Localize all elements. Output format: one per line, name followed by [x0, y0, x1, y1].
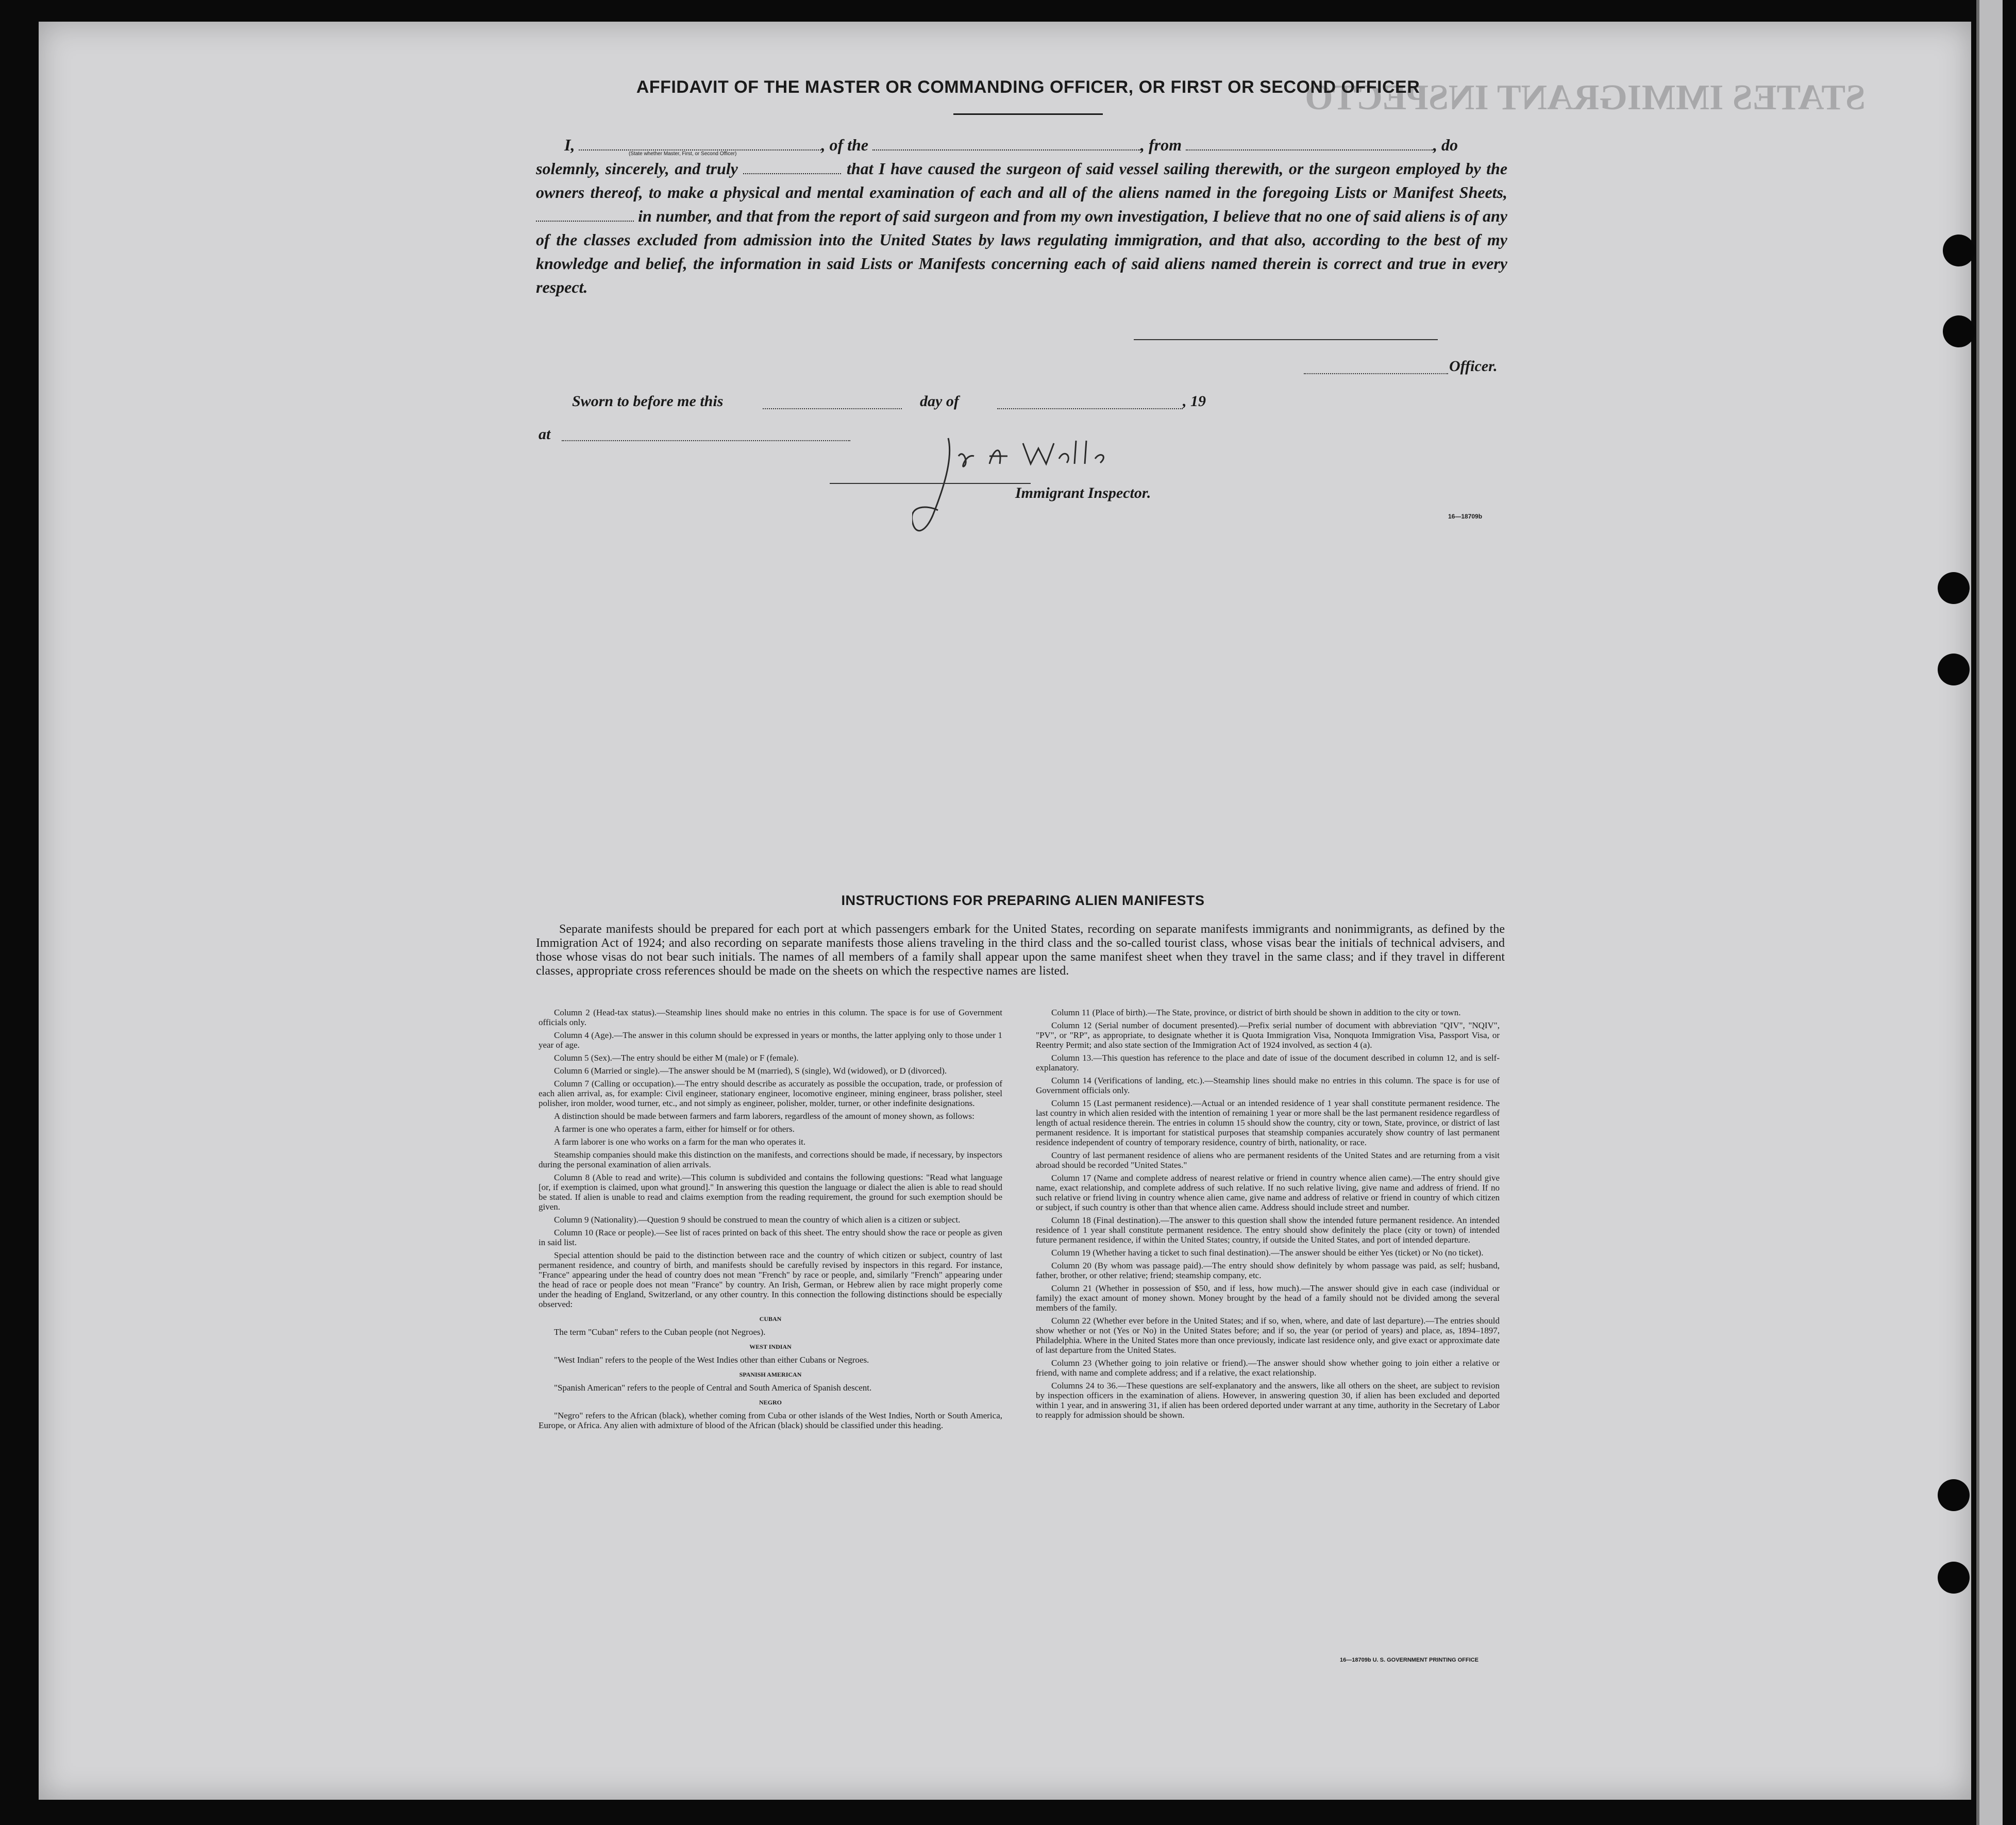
page-edge	[1976, 0, 2003, 1825]
oath-field	[743, 160, 841, 174]
place-line	[562, 439, 850, 441]
officer-rank-field	[579, 136, 821, 150]
affidavit-title: AFFIDAVIT OF THE MASTER OR COMMANDING OFFICER, OR FIRST OR SECOND OFFICER	[636, 77, 1420, 97]
officer-label: Officer.	[1449, 358, 1498, 375]
vessel-field	[872, 136, 1140, 150]
instruction-paragraph: Column 22 (Whether ever before in the United States; and if so, when, where, and date of last departure).—The entries should show whether or not (Yes or No) in the United States before; and if so, the year (or period of years) and place, as, 1894–1897, Philadelphia. Where in the United States more than once previously, indicate last residence only, and give exact or approximate date of last departure from the United States.	[1036, 1316, 1500, 1355]
instruction-paragraph: Column 6 (Married or single).—The answer should be M (married), S (single), Wd (widowed), or D (divorced).	[554, 1066, 947, 1076]
instruction-paragraph: Steamship companies should make this distinction on the manifests, and corrections should be made, if necessary, by inspectors during the personal examination of alien arrivals.	[539, 1150, 1002, 1169]
instruction-paragraph: Column 18 (Final destination).—The answer to this question shall show the intended future permanent residence. An intended residence of 1 year shall constitute permanent residence. The entry should show definitely the place (city or town) of intended future permanent residence, if within the United States; country, if outside the United States, and port of intended departure.	[1036, 1215, 1500, 1245]
spanish-american-definition: "Spanish American" refers to the people of Central and South America of Spanish descent.	[554, 1383, 872, 1393]
printing-office-footer: 16—18709b U. S. GOVERNMENT PRINTING OFFICE	[1340, 1657, 1479, 1663]
west-indian-definition: "West Indian" refers to the people of the West Indies other than either Cubans or Negroes.	[554, 1355, 869, 1365]
instruction-paragraph: Column 4 (Age).—The answer in this column should be expressed in years or months, the latter applying only to those under 1 year of age.	[539, 1030, 1002, 1050]
negro-definition: "Negro" refers to the African (black), whether coming from Cuba or other islands of the West Indies, North or South America, Europe, or Africa. Any alien with admixture of blood of the African (black) should be classified under this heading.	[539, 1411, 1002, 1430]
affidavit-body	[536, 133, 1507, 299]
word-i: I,	[564, 136, 575, 154]
instruction-paragraph: Column 9 (Nationality).—Question 9 should be construed to mean the country of which alien is a citizen or subject.	[554, 1215, 961, 1225]
instruction-paragraph: Column 23 (Whether going to join relative or friend).—The answer should show whether going to join either a relative or friend, with name and complete address; and if a relative, the exact relationship.	[1036, 1358, 1500, 1378]
punch-hole	[1938, 1562, 1970, 1594]
month-line	[997, 407, 1183, 409]
west-indian-heading: WEST INDIAN	[749, 1343, 792, 1350]
punch-hole	[1938, 572, 1970, 604]
instruction-paragraph: Column 20 (By whom was passage paid).—The entry should show definitely by whom passage was paid, as self; husband, father, brother, or other relative; friend; steamship company, etc.	[1036, 1261, 1500, 1280]
negro-heading: NEGRO	[759, 1399, 782, 1406]
signature-line	[1134, 339, 1438, 340]
punch-hole	[1938, 654, 1970, 685]
instruction-paragraph: A farm laborer is one who works on a farm for the man who operates it.	[554, 1137, 806, 1147]
inspector-label: Immigrant Inspector.	[1015, 484, 1151, 501]
port-field	[1186, 136, 1433, 150]
instructions-intro: Separate manifests should be prepared for each port at which passengers embark for the United States, recording on separate manifests immigrants and nonimmigrants, as defined by the Immigration Act of 1924; and also recording on separate manifests those aliens traveling in the third class and the so-called tourist class, whose visas bear the initials of technical advisers, and those whose visas do not bear such initials. The names of all members of a family shall appear upon the same manifest sheet when they travel in the same class; and if they travel in different classes, appropriate cross references should be made on the sheets on which the respective names are listed.	[536, 923, 1505, 978]
instruction-paragraph: Column 7 (Calling or occupation).—The entry should describe as accurately as possible the occupation, trade, or profession of each alien arrival, as, for example: Civil engineer, stationary engineer, locomotive engineer, mining engineer, brass polisher, steel polisher, iron molder, wood turner, etc., and not simply as engineer, polisher, molder, turner, or other indefinite designations.	[539, 1079, 1002, 1108]
day-of-label: day of	[920, 393, 959, 410]
punch-hole	[1943, 235, 1975, 266]
surgeon-clause: that I have caused the surgeon of said vessel sailing therewith, or the surgeon employed by the owners thereof, to make a physical and mental examination of each and all of the aliens named in the foregoing Lists or Manifest Sheets,	[536, 159, 1508, 202]
instruction-paragraph: Columns 24 to 36.—These questions are self-explanatory and the answers, like all others on the sheet, are subject to revision by inspection officers in the examination of aliens. However, in answering question 30, if alien has been excluded and deported within 1 year, and in answering 31, if alien has been ordered deported under warrant at any time, authority in the Secretary of Labor to reapply for admission should be shown.	[1036, 1381, 1500, 1420]
punch-hole	[1938, 1479, 1970, 1511]
instruction-paragraph: Column 11 (Place of birth).—The State, province, or district of birth should be shown in addition to the city or town.	[1051, 1008, 1461, 1017]
instruction-paragraph: Column 2 (Head-tax status).—Steamship lines should make no entries in this column. The space is for use of Government officials only.	[539, 1008, 1002, 1027]
instruction-paragraph: Column 14 (Verifications of landing, etc.).—Steamship lines should make no entries in this column. The space is for use of Government officials only.	[1036, 1076, 1500, 1095]
instruction-paragraph: Column 19 (Whether having a ticket to such final destination).—The answer should be either Yes (ticket) or No (no ticket).	[1051, 1248, 1484, 1258]
at-label: at	[539, 426, 551, 443]
instruction-paragraph: Column 13.—This question has reference to the place and date of issue of the document described in column 12, and is self-explanatory.	[1036, 1053, 1500, 1073]
count-field	[536, 207, 634, 222]
sworn-day-line	[763, 407, 902, 409]
word-from: , from	[1140, 136, 1182, 154]
instruction-paragraph: A distinction should be made between farmers and farm laborers, regardless of the amount of money shown, as follows:	[554, 1111, 975, 1121]
word-do: , do	[1433, 136, 1458, 154]
punch-hole	[1943, 315, 1975, 347]
officer-line	[1304, 372, 1448, 374]
instruction-paragraph: Special attention should be paid to the distinction between race and the country of which citizen or subject, country of last permanent residence, and country of birth, and manifests should be carefully revised by inspectors in this regard. For instance, "France" appearing under the head of country does not mean "French" by race or people, and, similarly "French" appearing under the head of race or people does not mean "France" by country. An Irish, German, or Hebrew alien by race might properly come under the heading of England, Switzerland, or any other country. In this connection the following distinctions should be especially observed:	[539, 1250, 1002, 1309]
instructions-right-column	[1036, 1008, 1500, 1423]
word-of-the: , of the	[821, 136, 868, 154]
instruction-paragraph: Column 15 (Last permanent residence).—Actual or an intended residence of 1 year shall constitute permanent residence. The last country in which alien resided with the intention of remaining 1 year or more shall be the last permanent residence regardless of length of actual residence therein. The entries in column 15 should show the country, city or town, State, province, or district of last permanent residence. It is important for statistical purposes that steamship companies accurately show country of last permanent residence independent of country of temporary residence, country of birth, nationality, or race.	[1036, 1098, 1500, 1147]
instruction-paragraph: Column 21 (Whether in possession of $50, and if less, how much).—The answer should give in each case (individual or family) the exact amount of money shown. Money brought by the head of a family should not be divided among the several members of the family.	[1036, 1283, 1500, 1313]
instruction-paragraph: Column 8 (Able to read and write).—This column is subdivided and contains the following questions: "Read what language [or, if exemption is claimed, upon what ground]." In answering this question the language or dialect the alien is able to read should be stated. If alien is unable to read and claims exemption from the reading requirement, the ground for such exemption should be given.	[539, 1173, 1002, 1212]
rank-note: (State whether Master, First, or Second Officer)	[629, 151, 737, 157]
year-label: , 19	[1183, 393, 1206, 410]
instruction-paragraph: Column 5 (Sex).—The entry should be either M (male) or F (female).	[554, 1053, 799, 1063]
instructions-left-column	[539, 1008, 1002, 1433]
instruction-paragraph: Column 10 (Race or people).—See list of races printed on back of this sheet. The entry should show the race or people as given in said list.	[539, 1228, 1002, 1247]
inspector-line	[830, 483, 1031, 484]
instruction-paragraph: Column 17 (Name and complete address of nearest relative or friend in country whence alien came).—The entry should give name, exact relationship, and complete address of such relative. If no such relative living, give name and address of friend. If no such relative or friend living in country whence alien came, give name and address of relative or friend in country of which citizen or subject, if such country is other than that whence alien came. Address should include street and number.	[1036, 1173, 1500, 1212]
cuban-definition: The term "Cuban" refers to the Cuban people (not Negroes).	[554, 1327, 766, 1337]
instruction-paragraph: Column 12 (Serial number of document presented).—Prefix serial number of document with abbreviation "QIV", "NQIV", "PV", or "RP", as appropriate, to designate whether it is Quota Immigration Visa, Nonquota Immigration Visa, Passport Visa, or Reentry Permit; and also state section of the Immigration Act of 1924 involved, as section 4 (a).	[1036, 1020, 1500, 1050]
instructions-title: INSTRUCTIONS FOR PREPARING ALIEN MANIFESTS	[841, 893, 1205, 908]
title-rule	[953, 113, 1103, 115]
spanish-american-heading: SPANISH AMERICAN	[739, 1371, 802, 1378]
cuban-heading: CUBAN	[759, 1315, 782, 1322]
instruction-paragraph: A farmer is one who operates a farm, either for himself or for others.	[554, 1124, 795, 1134]
word-solemnly: solemnly, sincerely, and truly	[536, 159, 738, 178]
belief-clause: in number, and that from the report of said surgeon and from my own investigation, I believe that no one of said aliens is of any of the classes excluded from admission into the United States by laws regulating immigration, and that also, according to the best of my knowledge and belief, the information in said Lists or Manifests concerning each of said aliens named therein is correct and true in every respect.	[536, 207, 1508, 296]
bleed-through-text: STATES IMMIGRANT INSPECTO	[1305, 78, 1866, 118]
form-number: 16—18709b	[1448, 513, 1483, 520]
sworn-label: Sworn to before me this	[572, 393, 724, 410]
instruction-paragraph: Country of last permanent residence of aliens who are permanent residents of the United States and are returning from a visit abroad should be recorded "United States."	[1036, 1150, 1500, 1170]
